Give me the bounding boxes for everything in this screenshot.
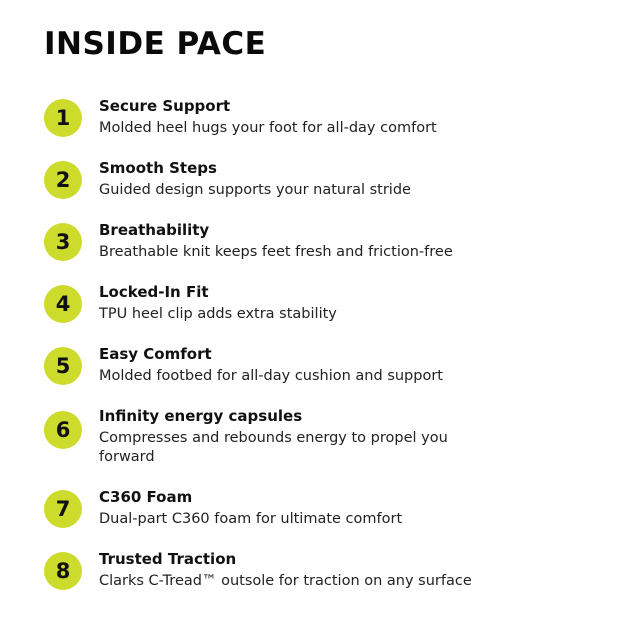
feature-description: Clarks C-Tread™ outsole for traction on any surface xyxy=(99,573,472,589)
feature-title: Secure Support xyxy=(99,97,231,115)
feature-title: C360 Foam xyxy=(99,488,193,506)
feature-title: Easy Comfort xyxy=(99,345,212,363)
feature-description: Breathable knit keeps feet fresh and friction-free xyxy=(99,244,453,260)
number-badge: 3 xyxy=(44,223,82,261)
feature-description: TPU heel clip adds extra stability xyxy=(99,306,337,322)
feature-description: Molded heel hugs your foot for all-day comfort xyxy=(99,120,437,136)
feature-description: Guided design supports your natural stride xyxy=(99,182,411,198)
number-badge: 6 xyxy=(44,411,82,449)
feature-title: Breathability xyxy=(99,221,210,239)
number-badge: 1 xyxy=(44,99,82,137)
feature-description: Molded footbed for all-day cushion and support xyxy=(99,368,443,384)
feature-title: Infinity energy capsules xyxy=(99,407,303,425)
feature-title: Trusted Traction xyxy=(99,550,237,568)
number-badge: 8 xyxy=(44,552,82,590)
feature-title: Locked-In Fit xyxy=(99,283,209,301)
number-badge: 5 xyxy=(44,347,82,385)
number-badge: 2 xyxy=(44,161,82,199)
feature-description: Compresses and rebounds energy to propel you forward xyxy=(99,430,448,465)
feature-description: Dual-part C360 foam for ultimate comfort xyxy=(99,511,403,527)
page-title: INSIDE PACE xyxy=(44,26,267,62)
feature-title: Smooth Steps xyxy=(99,159,217,177)
number-badge: 4 xyxy=(44,285,82,323)
number-badge: 7 xyxy=(44,490,82,528)
